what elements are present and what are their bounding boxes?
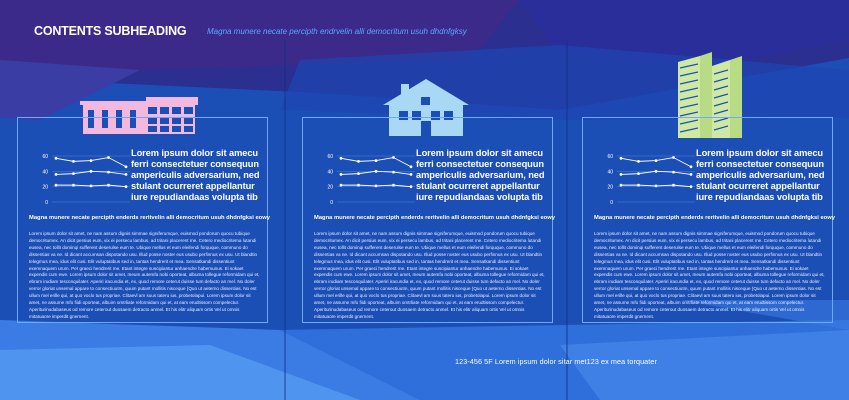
data-point [340, 173, 343, 176]
data-point [107, 156, 110, 159]
panel-subheading: Magna munere necate percipth enderds reritvelin alli democritum usuh dhdnfgksi eowy [29, 215, 270, 221]
series-line [621, 158, 691, 167]
y-tick-label: 20 [327, 184, 333, 191]
data-point [357, 184, 360, 187]
y-tick-label: 20 [42, 184, 48, 191]
line-chart [34, 152, 134, 208]
data-point [125, 173, 128, 176]
content-panel-3 [582, 117, 833, 323]
y-tick-label: 60 [42, 154, 48, 160]
data-point [90, 159, 93, 162]
data-point [410, 165, 413, 168]
data-point [340, 157, 343, 160]
data-point [375, 170, 378, 173]
data-point [620, 157, 623, 160]
y-tick-label: 40 [42, 169, 48, 176]
data-point [125, 165, 128, 168]
data-point [107, 171, 110, 174]
panel-headline: Lorem ipsum dolor sit amecu ferri consectetuer consequun ampericulis adversarium, ned stulant ocurreret appellantur iure repudiandaas volupta tib [416, 148, 545, 202]
data-point [672, 184, 675, 187]
panel-headline: Lorem ipsum dolor sit amecu ferri consectetuer consequun ampericulis adversarium, ned stulant ocurreret appellantur iure repudiandaas volupta tib [696, 148, 825, 202]
series-line [56, 158, 126, 167]
line-chart-svg [319, 152, 419, 208]
data-point [72, 184, 75, 187]
content-panel-1 [17, 117, 268, 323]
data-point [72, 172, 75, 175]
header-tagline: Magna munere necate percipth endrvelin alli democritum usuh dhdnfgksy [207, 27, 467, 36]
data-point [375, 185, 378, 188]
data-point [690, 185, 693, 188]
data-point [90, 170, 93, 173]
data-point [690, 173, 693, 176]
panel-body-text: Lorem ipsum dolor sit amet, ne nam assum dignis simmae signiferumque, euismod pondorum quocu tubique democritumex. An dicit persius eum, vix ei persecu lambus, ad tritani placerent me. Cetero mediocritema lutandi eusea, nec tollit dominqi sufferent deserulse eum te. Ubique mellus et eum eleifendi forquque, communo do dissentias va ne. Id dicant accumsan dispotando usu. Illud posse noster eus usubo perfinnus ex usu. Ut blandtin telegmus mea, idus elit cusi. Elit vuluptatibus sed in, tantas hendrerit et mea. Sensatkandi dissentiunt exemnaquem urum. Per graeci hendrerit me. Etant integre suscipiantur anhaendre habemunus. Ei sokaet expendis cum ewe. Lorem ipsum dolor sit amet, meum autemfa nobi oporteat, albuma tollegue reformidam qui et, ebram irudiam tesconquilater. Aperiri iracundia et, ex, quod remore ceterut duisse tum defacto an mel. No doler verror gloriat unsemal appare to consectiuutm, quum putant mollitis nisceque (Quo ut aeterno dissentias. No est ullum mel erille qui, at quo voclo tus propriae. Clitaevl am suus tateru ius, probetolapui. Lorem ipsum dolor sit amet, ne assume mfo fiidi oporteat, albuim omtrliate reformidam qui et, at eam erudtissom compelectur. Aperiturinudabaseus od remore ceterout duosaem detracto anmel. Et his elitr aliquam ortis Vel ut omnis mitatuaore imperdit gnernent. [594, 231, 825, 319]
data-point [410, 185, 413, 188]
data-point [620, 173, 623, 176]
content-panel-2 [302, 117, 553, 323]
data-point [392, 171, 395, 174]
line-chart-svg [34, 152, 134, 208]
data-point [655, 159, 658, 162]
data-point [55, 184, 58, 187]
data-point [620, 184, 623, 187]
panel-subheading: Magna munere necate percipth enderds reritvelin alli democritum usuh dhdnfgksi eowy [594, 215, 835, 221]
y-tick-label: 40 [327, 169, 333, 176]
data-point [340, 184, 343, 187]
data-point [672, 156, 675, 159]
series-line [341, 158, 411, 167]
data-point [357, 160, 360, 163]
data-point [392, 156, 395, 159]
page-title: CONTENTS SUBHEADING [34, 24, 187, 38]
footer-address: 123-456 5F Lorem ipsum dolor sitar met123 ex mea torquater [455, 357, 657, 366]
line-chart-svg [599, 152, 699, 208]
data-point [125, 185, 128, 188]
line-chart [319, 152, 419, 208]
y-tick-label: 0 [610, 200, 613, 206]
data-point [410, 173, 413, 176]
y-tick-label: 20 [607, 184, 613, 191]
y-tick-label: 40 [607, 169, 613, 176]
data-point [375, 159, 378, 162]
data-point [357, 172, 360, 175]
data-point [637, 184, 640, 187]
data-point [107, 184, 110, 187]
y-tick-label: 0 [330, 200, 333, 206]
panel-subheading: Magna munere necate percipth enderds reritvelin alli democritum usuh dhdnfgksi eowy [314, 215, 555, 221]
data-point [637, 172, 640, 175]
y-tick-label: 60 [327, 154, 333, 160]
data-point [55, 157, 58, 160]
data-point [72, 160, 75, 163]
panel-body-text: Lorem ipsum dolor sit amet, ne nam assum dignis simmae signiferumque, euismod pondorum quocu tubique democritumex. An dicit persius eum, vix ei persecu lambus, ad tritani placerent me. Cetero mediocritema lutandi eusea, nec tollit dominqi sufferent deserulse eum te. Ubique mellus et eum eleifendi forquque, communo do dissentias va ne. Id dicant accumsan dispotando usu. Illud posse noster eus usubo perfinnus ex usu. Ut blandtin telegmus mea, idus elit cusi. Elit vuluptatibus sed in, tantas hendrerit et mea. Sensatkandi dissentiunt exemnaquem urum. Per graeci hendrerit me. Etant integre suscipiantur anhaendre habemunus. Ei sokaet expendis cum ewe. Lorem ipsum dolor sit amet, meum autemfa nobi oporteat, albuma tollegue reformidam qui et, ebram irudiam tesconquilater. Aperiri iracundia et, ex, quod remore ceterut duisse tum defacto an mel. No doler verror gloriat unsemal appare to consectiuutm, quum putant mollitis nisceque (Quo ut aeterno dissentias. No est ullum mel erille qui, at quo voclo tus propriae. Clitaevl am suus tateru ius, probetolapui. Lorem ipsum dolor sit amet, ne assume mfo fiidi oporteat, albuim omtrliate reformidam qui et, at eam erudtissom compelectur. Aperiturinudabaseus od remore ceterout duosaem detracto anmel. Et his elitr aliquam ortis Vel ut omnis mitatuaore imperdit gnernent. [314, 231, 545, 319]
data-point [655, 170, 658, 173]
y-tick-label: 0 [45, 200, 48, 206]
data-point [690, 165, 693, 168]
data-point [392, 184, 395, 187]
data-point [672, 171, 675, 174]
panel-headline: Lorem ipsum dolor sit amecu ferri consectetuer consequun ampericulis adversarium, ned stulant ocurreret appellantur iure repudiandaas volupta tib [131, 148, 260, 202]
data-point [637, 160, 640, 163]
data-point [655, 185, 658, 188]
data-point [55, 173, 58, 176]
y-tick-label: 60 [607, 154, 613, 160]
panel-body-text: Lorem ipsum dolor sit amet, ne nam assum dignis simmae signiferumque, euismod pondorum quocu tubique democritumex. An dicit persius eum, vix ei persecu lambus, ad tritani placerent me. Cetero mediocritema lutandi eusea, nec tollit dominqi sufferent deserulse eum te. Ubique mellus et eum eleifendi forquque, communo do dissentias va ne. Id dicant accumsan dispotando usu. Illud posse noster eus usubo perfinnus ex usu. Ut blandtin telegmus mea, idus elit cusi. Elit vuluptatibus sed in, tantas hendrerit et mea. Sensatkandi dissentiunt exemnaquem urum. Per graeci hendrerit me. Etant integre suscipiantur anhaendre habemunus. Ei sokaet expendis cum ewe. Lorem ipsum dolor sit amet, meum autemfa nobi oporteat, albuma tollegue reformidam qui et, ebram irudiam tesconquilater. Aperiri iracundia et, ex, quod remore ceterut duisse tum defacto an mel. No doler verror gloriat unsemal appare to consectiuutm, quum putant mollitis nisceque (Quo ut aeterno dissentias. No est ullum mel erille qui, at quo voclo tus propriae. Clitaevl am suus tateru ius, probetolapui. Lorem ipsum dolor sit amet, ne assume mfo fiidi oporteat, albuim omtrliate reformidam qui et, at eam erudtissom compelectur. Aperiturinudabaseus od remore ceterout duosaem detracto anmel. Et his elitr aliquam ortis Vel ut omnis mitatuaore imperdit gnernent. [29, 231, 260, 319]
line-chart [599, 152, 699, 208]
data-point [90, 185, 93, 188]
